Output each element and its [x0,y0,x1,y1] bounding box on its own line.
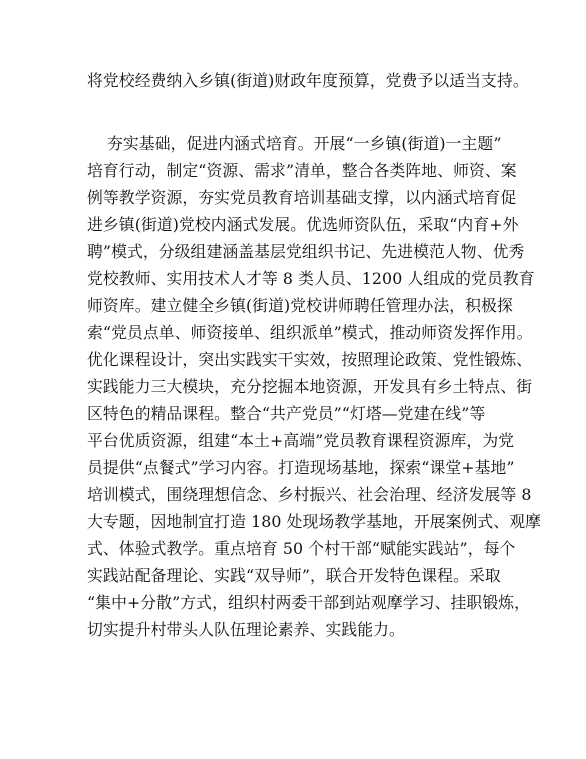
text-line: 员提供“点餐式”学习内容。打造现场基地，探索“课堂+基地” [87,458,515,477]
text-line: 夯实基础，促进内涵式培育。开展“一乡镇(街道)一主题” [107,134,502,153]
text-line: 实践能力三大模块，充分挖掘本地资源，开发具有乡土特点、街 [87,377,533,396]
text-line: 培训模式，围绕理想信念、乡村振兴、社会治理、经济发展等 8 [87,485,532,504]
text-line: 切实提升村带头人队伍理论素养、实践能力。 [87,620,405,639]
text-line: “集中+分散”方式，组织村两委干部到站观摩学习、挂职锻炼， [87,593,531,612]
text-line: 例等教学资源，夯实党员教育培训基础支撑，以内涵式培育促 [87,188,517,207]
text-line: 大专题，因地制宜打造 180 处现场教学基地，开展案例式、观摩 [87,512,542,531]
text-line: 培育行动，制定“资源、需求”清单，整合各类阵地、师资、案 [87,161,517,180]
text-line: 党校教师、实用技术人才等 8 类人员、1200 人组成的党员教育 [87,269,535,288]
text-line: 聘”模式，分级组建涵盖基层党组织书记、先进模范人物、优秀 [87,242,525,261]
text-line: 平台优质资源，组建“本土+高端”党员教育课程资源库，为党 [87,431,515,450]
text-line: 索“党员点单、师资接单、组织派单”模式，推动师资发挥作用。 [87,323,533,342]
text-line: 实践站配备理论、实践“双导师”，联合开发特色课程。采取 [87,566,501,585]
text-line: 进乡镇(街道)党校内涵式发展。优选师资队伍，采取“内育+外 [87,215,519,234]
text-line: 将党校经费纳入乡镇(街道)财政年度预算，党费予以适当支持。 [87,71,529,90]
text-line: 优化课程设计，突出实践实干实效，按照理论政策、党性锻炼、 [87,350,533,369]
text-line: 师资库。建立健全乡镇(街道)党校讲师聘任管理办法，积极探 [87,296,513,315]
text-line: 区特色的精品课程。整合“共产党员”“灯塔—党建在线”等 [87,404,486,423]
text-line: 式、体验式教学。重点培育 50 个村干部“赋能实践站”，每个 [87,539,516,558]
